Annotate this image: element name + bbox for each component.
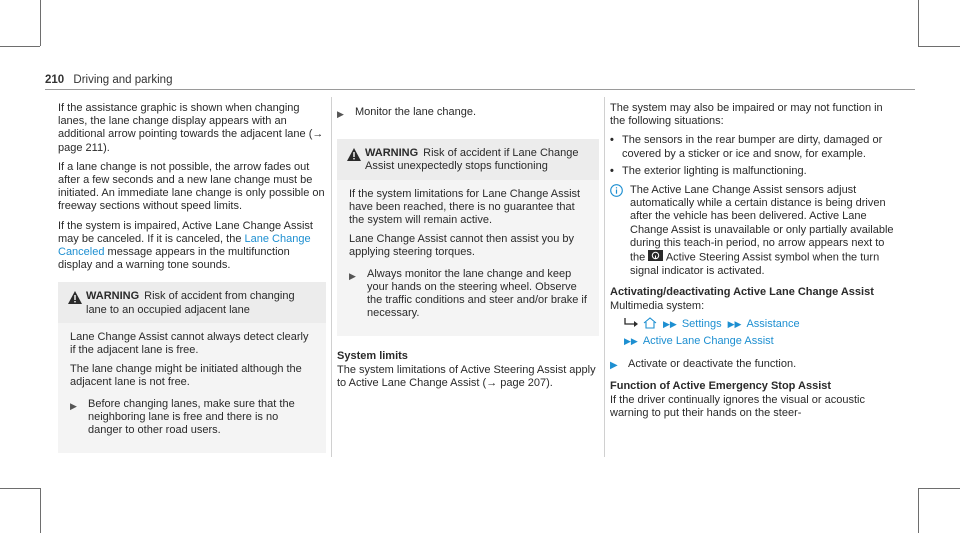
menu-item-settings[interactable]: Settings [681,318,722,331]
crop-mark [0,46,40,47]
warning-triangle-icon [68,291,86,308]
crop-mark [918,488,960,489]
warning-triangle-icon [347,148,365,165]
play-arrow-icon: ▶ [610,360,618,372]
double-chevron-icon: ▶▶ [727,319,742,330]
enter-arrow-icon [624,318,638,332]
paragraph: If a lane change is not possible, the arrow fades out after a few seconds and a new lane change must be initiated. An immediate lane change is only possible on freeway sections without speed limits. [58,160,325,213]
play-arrow-icon: ▶ [70,400,77,411]
home-icon[interactable] [643,317,657,333]
menu-item-assistance[interactable]: Assistance [746,318,800,331]
display-message-link[interactable]: Lane Change Canceled [58,232,311,259]
crop-mark [40,488,41,533]
paragraph: If the system is impaired, Active Lane Change Assist may be canceled. If it is canceled, the Lane Change Canceled message appears in the multifunction display and a warning tone sounds. [58,219,313,272]
steering-assist-icon [648,250,663,265]
crop-mark [918,0,919,46]
crop-mark [918,46,960,47]
paragraph: If the driver continually ignores the visual or acoustic warning to put their hands on the steer- [610,393,865,419]
warning-text: Lane Change Assist cannot always detect clearly if the adjacent lane is free. [70,330,309,357]
warning-box [337,139,599,336]
menu-path [624,317,900,333]
warning-text: Lane Change Assist cannot then assist you by applying steering torques. [349,233,575,259]
play-arrow-icon: ▶ [337,109,344,119]
paragraph: The system may also be impaired or may not function in the following situations: [610,102,883,128]
header-divider [45,89,915,90]
menu-path [624,335,900,348]
action-step: ▶ Always monitor the lane change and keep your hands on the steering wheel. Observe the traffic conditions and steer and/or brake if necessary. [349,267,587,320]
warning-heading: Risk of accident from changing lane to an occupied adjacent lane [86,290,295,316]
play-arrow-icon: ▶ [349,270,356,281]
column-1 [58,102,326,461]
crop-mark [0,488,40,489]
warning-box [58,282,326,453]
section-heading: Function of Active Emergency Stop Assist [610,380,832,393]
page-number: 210 [45,74,65,86]
list-item: • The sensors in the rear bumper are dirty, damaged or covered by a sticker or ice and snow, for example. [610,134,883,160]
menu-item-active-lane-change-assist[interactable]: Active Lane Change Assist [642,335,774,348]
list-item: • The exterior lighting is malfunctioning. [610,164,807,177]
crop-mark [918,488,919,533]
action-step: ▶ Monitor the lane change. [337,106,599,121]
section-heading: System limits [337,350,408,363]
warning-title: WARNING [86,290,140,303]
column-divider [604,97,605,457]
bullet-icon: • [610,134,614,147]
action-step: ▶ Activate or deactivate the function. [610,358,797,372]
double-chevron-icon: ▶▶ [663,319,677,330]
warning-text: If the system limitations for Lane Change Assist have been reached, there is no guarantee that the system will remain active. [349,187,581,227]
column-3 [610,102,900,426]
crop-mark [40,0,41,46]
paragraph: If the assistance graphic is shown when changing lanes, the lane change display appears with an additional arrow pointing towards the adjacent lane (→ page 211). [58,102,324,154]
double-chevron-icon: ▶▶ [624,336,638,347]
bullet-icon: • [610,164,614,177]
column-2 [337,102,599,396]
warning-title: WARNING [365,147,419,160]
section-heading: Activating/deactivating Active Lane Change Assist [610,286,874,299]
paragraph: Multimedia system: [610,299,705,312]
paragraph: The system limitations of Active Steering Assist apply to Active Lane Change Assist (→ page 207). [337,363,596,389]
page-header [45,74,172,86]
column-divider [331,97,332,457]
info-note: The Active Lane Change Assist sensors adjust automatically while a certain distance is being driven after the vehicle has been delivered. Active Lane Change Assist is unavailable or only partially available during this teach-in period, no arrow appears next to the Active Steering Assist symbol when the turn signal indicator is activated. [610,184,900,278]
warning-heading: Risk of accident if Lane Change Assist unexpectedly stops functioning [365,147,579,173]
info-icon [610,184,630,278]
warning-text: The lane change might be initiated although the adjacent lane is not free. [70,363,302,389]
action-step: ▶ Before changing lanes, make sure that the neighboring lane is free and there is no danger to other road users. [70,397,295,437]
section-title: Driving and parking [73,74,173,86]
